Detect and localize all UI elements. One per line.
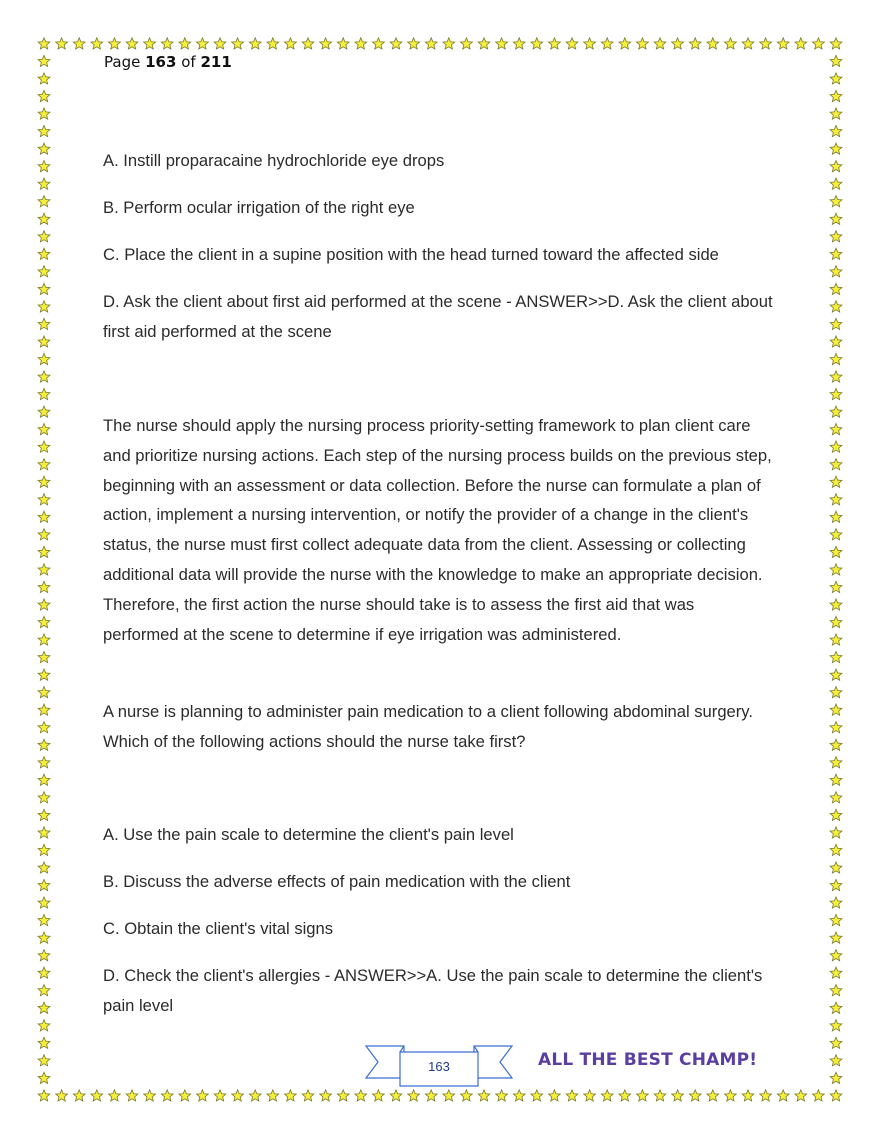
star-icon: [830, 774, 842, 785]
footer-slogan: ALL THE BEST CHAMP!: [538, 1050, 758, 1070]
star-icon: [302, 1090, 314, 1101]
star-icon: [73, 1090, 85, 1101]
star-icon: [373, 38, 385, 49]
star-icon: [496, 1090, 508, 1101]
star-icon: [161, 1090, 173, 1101]
star-icon: [566, 38, 578, 49]
star-icon: [830, 599, 842, 610]
star-icon: [830, 441, 842, 452]
star-icon: [707, 38, 719, 49]
star-icon: [425, 1090, 437, 1101]
star-icon: [830, 616, 842, 627]
star-icon: [38, 73, 50, 84]
star-icon: [38, 862, 50, 873]
star-icon: [73, 38, 85, 49]
star-icon: [38, 441, 50, 452]
star-icon: [830, 511, 842, 522]
star-icon: [777, 38, 789, 49]
star-icon: [461, 38, 473, 49]
star-icon: [813, 38, 825, 49]
star-icon: [38, 494, 50, 505]
star-icon: [38, 161, 50, 172]
star-icon: [38, 669, 50, 680]
star-icon: [38, 599, 50, 610]
star-icon: [38, 353, 50, 364]
star-icon: [38, 511, 50, 522]
star-icon: [38, 38, 50, 49]
star-icon: [144, 38, 156, 49]
star-icon: [830, 213, 842, 224]
star-icon: [584, 1090, 596, 1101]
star-icon: [830, 143, 842, 154]
star-icon: [373, 1090, 385, 1101]
star-icon: [337, 38, 349, 49]
star-icon: [109, 38, 121, 49]
star-icon: [38, 1055, 50, 1066]
star-icon: [830, 55, 842, 66]
star-icon: [38, 406, 50, 417]
q1-option-c: C. Place the client in a supine position with the head turned toward the affected side: [103, 245, 719, 264]
star-icon: [830, 38, 842, 49]
star-icon: [830, 353, 842, 364]
star-icon: [355, 1090, 367, 1101]
star-icon: [672, 1090, 684, 1101]
star-icon: [830, 529, 842, 540]
star-icon: [38, 616, 50, 627]
star-icon: [830, 108, 842, 119]
star-icon: [513, 38, 525, 49]
star-icon: [830, 1090, 842, 1101]
star-icon: [443, 1090, 455, 1101]
star-icon: [38, 459, 50, 470]
star-icon: [126, 1090, 138, 1101]
star-icon: [232, 1090, 244, 1101]
star-icon: [830, 371, 842, 382]
star-icon: [601, 38, 613, 49]
star-icon: [38, 914, 50, 925]
star-icon: [549, 38, 561, 49]
star-icon: [38, 476, 50, 487]
star-icon: [830, 231, 842, 242]
star-icon: [38, 634, 50, 645]
star-icon: [38, 950, 50, 961]
q1-option-d: D. Ask the client about first aid performed at the scene - ANSWER>>D. Ask the client about first aid performed at the scene: [103, 292, 773, 341]
star-icon: [408, 38, 420, 49]
star-icon: [38, 248, 50, 259]
star-icon: [795, 1090, 807, 1101]
star-icon: [38, 739, 50, 750]
star-icon: [302, 38, 314, 49]
star-icon: [830, 318, 842, 329]
star-icon: [126, 38, 138, 49]
star-icon: [830, 722, 842, 733]
star-icon: [830, 248, 842, 259]
star-icon: [461, 1090, 473, 1101]
star-icon: [249, 1090, 261, 1101]
q2-option-b: B. Discuss the adverse effects of pain medication with the client: [103, 872, 571, 891]
star-icon: [830, 301, 842, 312]
star-icon: [637, 38, 649, 49]
star-icon: [830, 494, 842, 505]
q2-option-c: C. Obtain the client's vital signs: [103, 919, 334, 938]
star-icon: [830, 862, 842, 873]
star-icon: [725, 1090, 737, 1101]
star-icon: [478, 38, 490, 49]
star-icon: [830, 459, 842, 470]
star-icon: [830, 651, 842, 662]
star-icon: [38, 546, 50, 557]
star-icon: [56, 1090, 68, 1101]
star-icon: [179, 38, 191, 49]
star-icon: [285, 38, 297, 49]
star-icon: [390, 1090, 402, 1101]
star-icon: [38, 651, 50, 662]
star-icon: [197, 1090, 209, 1101]
star-icon: [795, 38, 807, 49]
star-icon: [38, 581, 50, 592]
star-icon: [830, 73, 842, 84]
star-icon: [38, 897, 50, 908]
question-2: A nurse is planning to administer pain medication to a client following abdominal surgery. Which of the following actions should the nurse take first?: [103, 702, 753, 751]
star-icon: [320, 1090, 332, 1101]
star-icon: [425, 38, 437, 49]
star-icon: [38, 722, 50, 733]
star-icon: [38, 178, 50, 189]
star-icon: [38, 757, 50, 768]
star-icon: [197, 38, 209, 49]
star-icon: [38, 1037, 50, 1048]
rationale-paragraph: The nurse should apply the nursing process priority-setting framework to plan client care and prioritize nursing actions. Each step of the nursing process builds on the previous step, beginning with an assessment or data collection. Before the nurse can formulate a plan of action, implement a nursing intervention, or notify the provider of a change in the client's status, the nurse must first collect adequate data from the client. Assessing or collecting additional data will provide the nurse with the knowledge to make an appropriate decision. Therefore, the first action the nurse should take is to assess the first aid that was performed at the scene to determine if eye irrigation was administered.: [103, 416, 772, 644]
star-icon: [408, 1090, 420, 1101]
star-icon: [531, 38, 543, 49]
star-icon: [38, 1020, 50, 1031]
star-icon: [179, 1090, 191, 1101]
star-icon: [742, 38, 754, 49]
star-icon: [830, 669, 842, 680]
star-icon: [830, 1072, 842, 1083]
star-icon: [91, 1090, 103, 1101]
star-icon: [654, 38, 666, 49]
star-icon: [144, 1090, 156, 1101]
footer-page-number: 163: [428, 1059, 450, 1074]
star-icon: [38, 108, 50, 119]
star-icon: [830, 546, 842, 557]
q1-option-b: B. Perform ocular irrigation of the right eye: [103, 198, 415, 217]
star-icon: [637, 1090, 649, 1101]
page-word: Page: [104, 53, 141, 71]
q2-option-a: A. Use the pain scale to determine the client's pain level: [103, 825, 514, 844]
star-icon: [830, 283, 842, 294]
star-icon: [38, 932, 50, 943]
star-icon: [38, 231, 50, 242]
star-icon: [267, 38, 279, 49]
star-icon: [549, 1090, 561, 1101]
star-icon: [56, 38, 68, 49]
star-icon: [830, 581, 842, 592]
star-icon: [830, 406, 842, 417]
star-icon: [478, 1090, 490, 1101]
star-icon: [390, 38, 402, 49]
star-icon: [38, 809, 50, 820]
star-icon: [443, 38, 455, 49]
star-icon: [38, 318, 50, 329]
star-icon: [38, 704, 50, 715]
star-icon: [830, 985, 842, 996]
q1-option-a: A. Instill proparacaine hydrochloride eye drops: [103, 151, 445, 170]
star-icon: [214, 38, 226, 49]
star-icon: [830, 266, 842, 277]
star-icon: [38, 879, 50, 890]
star-icon: [689, 38, 701, 49]
star-icon: [320, 38, 332, 49]
star-icon: [830, 90, 842, 101]
star-icon: [38, 1090, 50, 1101]
star-icon: [38, 213, 50, 224]
star-icon: [813, 1090, 825, 1101]
star-icon: [830, 879, 842, 890]
star-icon: [830, 792, 842, 803]
star-icon: [38, 529, 50, 540]
star-icon: [830, 161, 842, 172]
star-icon: [38, 564, 50, 575]
star-icon: [38, 687, 50, 698]
star-icon: [38, 55, 50, 66]
star-icon: [830, 1055, 842, 1066]
star-icon: [619, 1090, 631, 1101]
star-icon: [689, 1090, 701, 1101]
star-icon: [249, 38, 261, 49]
star-icon: [830, 1020, 842, 1031]
star-icon: [760, 38, 772, 49]
star-icon: [830, 739, 842, 750]
star-icon: [777, 1090, 789, 1101]
star-icon: [38, 1072, 50, 1083]
star-icon: [830, 844, 842, 855]
star-icon: [285, 1090, 297, 1101]
star-icon: [830, 687, 842, 698]
star-icon: [38, 792, 50, 803]
star-icon: [830, 704, 842, 715]
star-icon: [830, 967, 842, 978]
star-icon: [742, 1090, 754, 1101]
star-icon: [38, 196, 50, 207]
star-icon: [38, 266, 50, 277]
star-icon: [760, 1090, 772, 1101]
star-icon: [38, 371, 50, 382]
star-icon: [38, 283, 50, 294]
star-icon: [38, 143, 50, 154]
star-icon: [38, 985, 50, 996]
star-icon: [725, 38, 737, 49]
star-icon: [830, 757, 842, 768]
star-icon: [38, 827, 50, 838]
star-icon: [496, 38, 508, 49]
star-icon: [830, 827, 842, 838]
star-icon: [830, 634, 842, 645]
star-icon: [830, 809, 842, 820]
star-icon: [830, 336, 842, 347]
star-icon: [214, 1090, 226, 1101]
star-icon: [830, 1002, 842, 1013]
star-icon: [109, 1090, 121, 1101]
star-icon: [91, 38, 103, 49]
star-icon: [830, 476, 842, 487]
star-icon: [830, 564, 842, 575]
star-icon: [38, 388, 50, 399]
of-word: of: [181, 53, 196, 71]
star-icon: [601, 1090, 613, 1101]
star-icon: [161, 38, 173, 49]
star-icon: [566, 1090, 578, 1101]
q2-option-d: D. Check the client's allergies - ANSWER>>A. Use the pain scale to determine the client's pain level: [103, 966, 763, 1015]
star-icon: [38, 90, 50, 101]
star-icon: [830, 1037, 842, 1048]
star-icon: [38, 336, 50, 347]
star-icon: [830, 950, 842, 961]
star-icon: [337, 1090, 349, 1101]
star-icon: [38, 125, 50, 136]
page-header: [104, 53, 232, 71]
star-icon: [619, 38, 631, 49]
star-icon: [267, 1090, 279, 1101]
star-icon: [830, 932, 842, 943]
star-icon: [38, 1002, 50, 1013]
star-icon: [38, 301, 50, 312]
star-icon: [38, 844, 50, 855]
star-icon: [531, 1090, 543, 1101]
star-icon: [830, 897, 842, 908]
star-icon: [584, 38, 596, 49]
star-icon: [830, 178, 842, 189]
star-icon: [830, 196, 842, 207]
star-icon: [38, 424, 50, 435]
star-icon: [830, 424, 842, 435]
page-current: 163: [145, 53, 177, 71]
page-total: 211: [200, 53, 232, 71]
star-icon: [232, 38, 244, 49]
star-icon: [38, 774, 50, 785]
star-icon: [513, 1090, 525, 1101]
star-icon: [672, 38, 684, 49]
star-icon: [355, 38, 367, 49]
star-icon: [830, 388, 842, 399]
star-icon: [830, 914, 842, 925]
star-icon: [707, 1090, 719, 1101]
star-icon: [654, 1090, 666, 1101]
star-icon: [38, 967, 50, 978]
star-icon: [830, 125, 842, 136]
